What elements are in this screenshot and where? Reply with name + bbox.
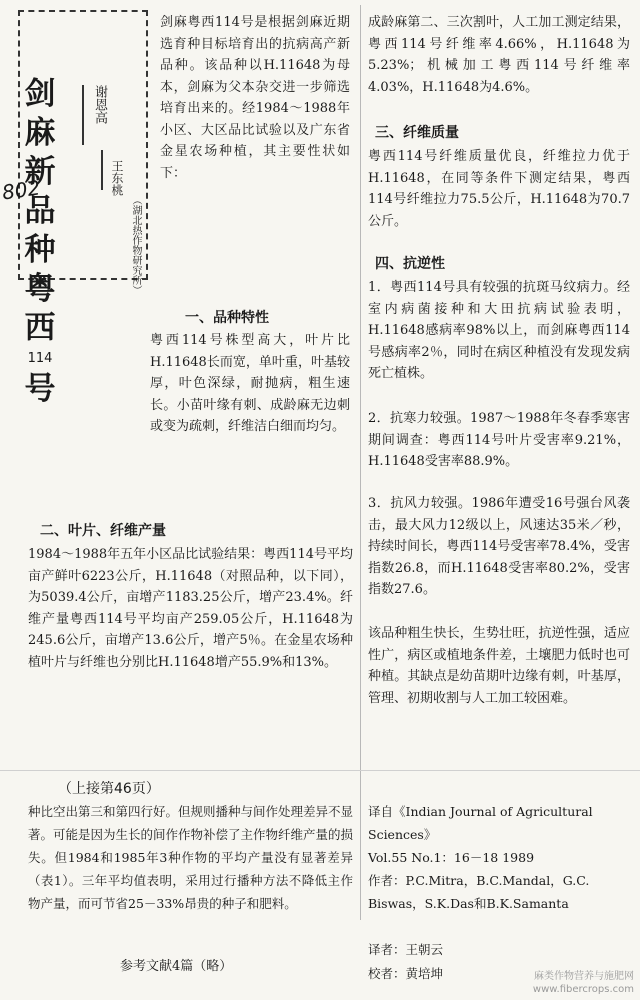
section-paragraph: 该品种粗生快长，生势壮旺，抗逆性强，适应性广，病区或植地条件差，土壤肥力低时也可种植。其缺点是幼苗期叶边缘有刺，叶基厚，管理、初期收割与人工加工较困难。	[368, 626, 630, 706]
watermark-url: www.fibercrops.com	[532, 984, 634, 995]
title-char: 号	[24, 371, 56, 407]
section-paragraph: 成龄麻第二、三次割叶，人工加工测定结果，粤西114号纤维率4.66%，H.11648为5.23%；机械加工粤西114号纤维率4.03%，H.11648为4.6%。	[368, 15, 630, 95]
title-char: 新	[24, 154, 56, 190]
source-volume: Vol.55 No.1：16－18 1989	[368, 850, 535, 865]
section-heading: 四、抗逆性	[375, 256, 445, 272]
title-char: 西	[24, 310, 56, 346]
continued-label: （上接第46页）	[58, 781, 160, 797]
title-number: 114	[27, 351, 53, 366]
author-name: 谢恩高	[92, 85, 107, 124]
column-divider	[360, 5, 361, 920]
handwritten-mark: 802	[0, 175, 42, 205]
title-char: 麻	[24, 115, 56, 151]
source-journal: 译自《Indian Journal of Agricultural Sciences》	[368, 804, 593, 842]
section-paragraph: 粤西114号株型高大，叶片比H.11648长而宽，单叶重，叶基较厚，叶色深绿，耐抛病，粗生速长。小苗叶缘有刺、成龄麻无边刺或变为疏刺，纤维洁白细而均匀。	[150, 333, 350, 434]
section-paragraph: 3．抗风力较强。1986年遭受16号强台风袭击，最大风力12级以上，风速达35米／秒，持续时间长，粤西114号受害率78.4%，受害指数26.8，而H.11648受害率80.2%，受害指数27.6。	[368, 496, 630, 597]
intro-paragraph: 剑麻粤西114号是根据剑麻近期选育种目标培育出的抗病高产新品种。该品种以H.11648为母本，剑麻为父本杂交进一步筛选培育出来的。经1984～1988年小区、大区品比试验以及广东省金星农场种植，其主要性状如下：	[160, 15, 350, 181]
article-title	[20, 75, 60, 409]
title-char: 粤	[24, 271, 56, 307]
title-char: 品	[24, 193, 56, 229]
title-char: 剑	[24, 76, 56, 112]
section-paragraph: 1．粤西114号具有较强的抗斑马纹病力。经室内病菌接种和大田抗病试验表明，H.11648感病率98%以上，而剑麻粤西114号感病率2％，同时在病区种植没有发现发病死亡植株。	[368, 280, 630, 381]
reviewer: 校者：黄培坤	[368, 966, 444, 981]
section-paragraph: 2．抗寒力较强。1987～1988年冬春季寒害期间调查：粤西114号叶片受害率9.21%，H.11648受害率88.9%。	[368, 411, 630, 469]
section-paragraph: 粤西114号纤维质量优良，纤维拉力优于H.11648，在同等条件下测定结果，粤西114号纤维拉力75.5公斤，H.11648为70.7公斤。	[368, 149, 630, 229]
section-paragraph: 1984～1988年五年小区品比试验结果：粤西114号平均亩产鲜叶6223公斤，H.11648（对照品种，以下同），为5039.4公斤，亩增产1183.25公斤，增产23.4%。纤维产量粤西114号平均亩产259.05公斤，H.11648为245.6公斤，亩增产13.6公斤，增产5％。在金星农场种植叶片与纤维也分别比H.11648增产55.9%和13%。	[28, 547, 353, 670]
references-note: 参考文献4篇（略）	[120, 959, 233, 974]
section-divider	[0, 770, 640, 771]
translator: 译者：王朝云	[368, 942, 444, 957]
title-rule	[82, 85, 84, 145]
title-char: 种	[24, 232, 56, 268]
title-rule	[101, 150, 103, 190]
continued-text: 种比空出第三和第四行好。但规则播种与间作处理差异不显著。可能是因为生长的间作作物补偿了主作物纤维产量的损失。但1984和1985年3种作物的平均产量没有显著差异（表1）。三年平均值表明，采用过行播种方法不降低主作物产量，而可节省25－33%昂贵的种子和肥料。	[28, 804, 354, 911]
section-heading: 三、纤维质量	[375, 125, 459, 141]
source-authors: 作者：P.C.Mitra，B.C.Mandal，G.C. Biswas，S.K.Das和B.K.Samanta	[368, 873, 590, 911]
watermark-cn: 麻类作物营养与施肥网	[534, 971, 634, 982]
watermark	[533, 970, 634, 996]
author-affiliation: （湖北热作物研究所）	[130, 195, 141, 295]
section-heading: 二、叶片、纤维产量	[40, 523, 166, 539]
section-heading: 一、品种特性	[185, 310, 269, 326]
author-name: 王东桃	[110, 160, 124, 196]
